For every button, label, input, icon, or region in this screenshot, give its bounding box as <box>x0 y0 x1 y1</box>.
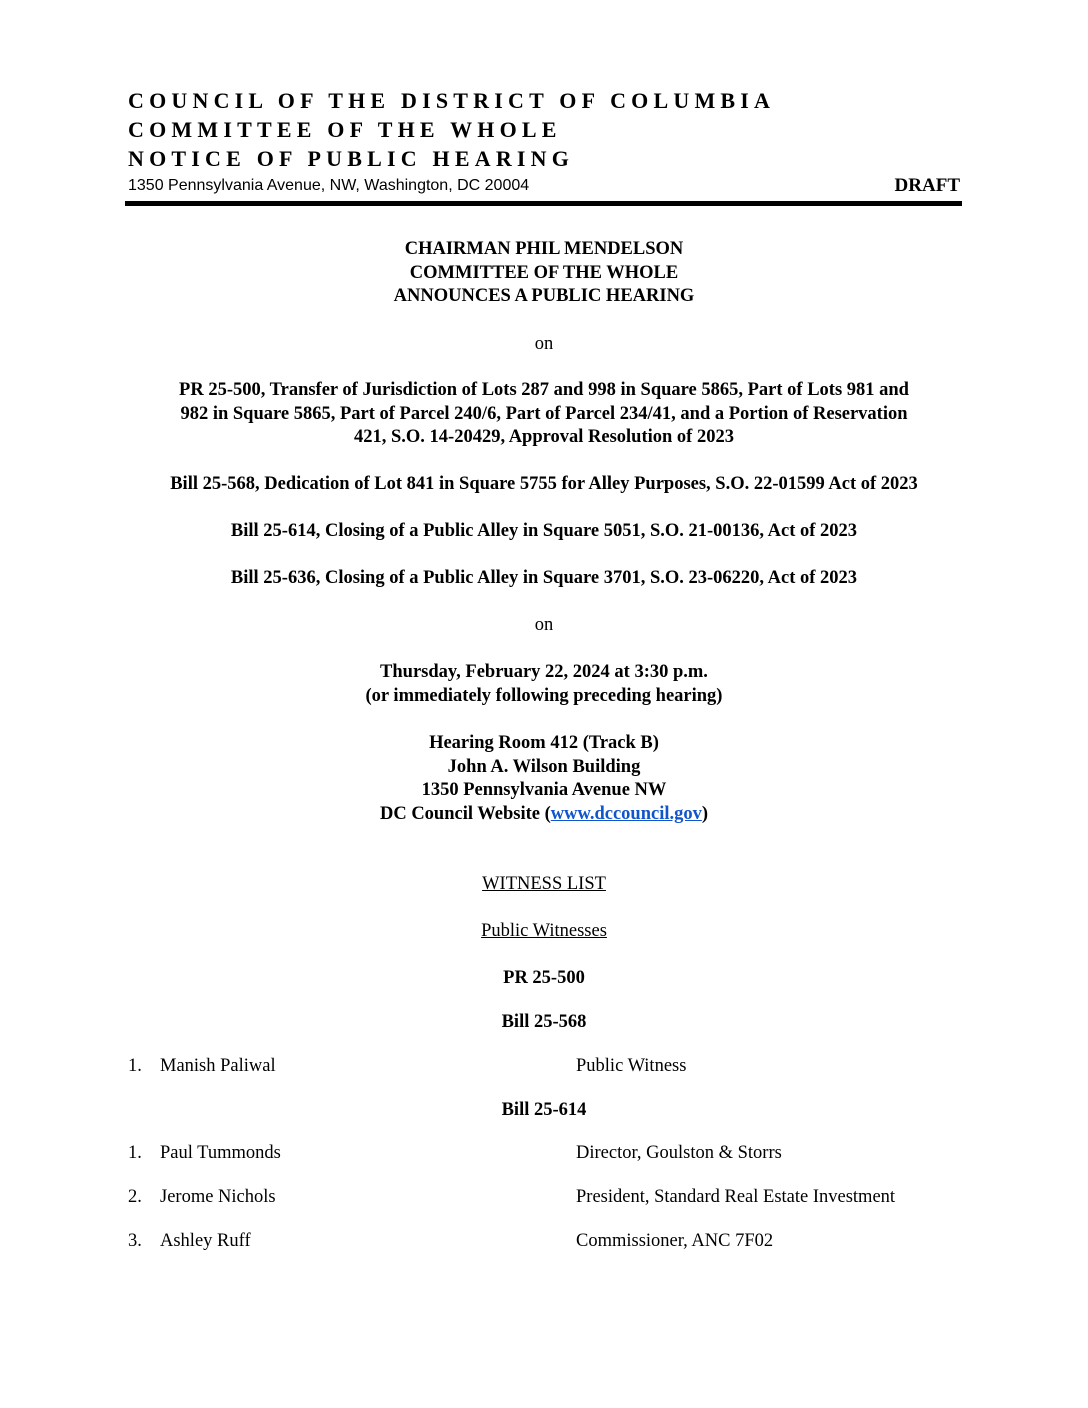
announcement-line: ANNOUNCES A PUBLIC HEARING <box>393 286 695 306</box>
witness-role: Director, Goulston & Storrs <box>576 1143 782 1163</box>
witness-list-title: WITNESS LIST <box>482 874 606 894</box>
measure-line: PR 25-500, Transfer of Jurisdiction of Lots 287 and 998 in Square 5865, Part of Lots 981 and <box>179 380 909 400</box>
header-rule <box>125 201 962 206</box>
hearing-date-note: (or immediately following preceding hearing) <box>365 685 723 706</box>
location-address: 1350 Pennsylvania Avenue NW <box>421 780 667 800</box>
website-suffix: ) <box>701 803 709 824</box>
witness-name: Ashley Ruff <box>160 1231 251 1251</box>
measure-bill-25-636: Bill 25-636, Closing of a Public Alley in Square 3701, S.O. 23-06220, Act of 2023 <box>230 568 858 588</box>
section-heading-pr-25-500: PR 25-500 <box>503 968 585 988</box>
on-label: on <box>534 334 554 354</box>
location-room: Hearing Room 412 (Track B) <box>429 733 659 753</box>
measure-bill-25-568: Bill 25-568, Dedication of Lot 841 in Square 5755 for Alley Purposes, S.O. 22-01599 Act of 2023 <box>170 474 918 494</box>
witness-number: 2. <box>128 1187 142 1207</box>
witness-role: Commissioner, ANC 7F02 <box>576 1231 774 1251</box>
measure-bill-25-614: Bill 25-614, Closing of a Public Alley in Square 5051, S.O. 21-00136, Act of 2023 <box>230 521 858 541</box>
hearing-location <box>100 732 988 826</box>
measure-pr-25-500 <box>100 379 988 450</box>
letterhead-council: COUNCIL OF THE DISTRICT OF COLUMBIA <box>128 88 776 113</box>
witness-number: 3. <box>128 1231 142 1251</box>
witness-role: Public Witness <box>576 1056 687 1076</box>
section-heading-bill-25-614: Bill 25-614 <box>501 1100 587 1120</box>
website-prefix: DC Council Website ( <box>379 803 551 824</box>
measure-line: 982 in Square 5865, Part of Parcel 240/6, Part of Parcel 234/41, and a Portion of Reservation <box>180 403 908 424</box>
letterhead-address: 1350 Pennsylvania Avenue, NW, Washington, DC 20004 <box>128 177 530 194</box>
announcement-line: COMMITTEE OF THE WHOLE <box>409 262 679 283</box>
measure-line: 421, S.O. 14-20429, Approval Resolution of 2023 <box>354 427 734 447</box>
witness-name: Manish Paliwal <box>160 1056 276 1076</box>
website-link[interactable]: www.dccouncil.gov <box>550 803 702 824</box>
witness-number: 1. <box>128 1056 142 1076</box>
location-building: John A. Wilson Building <box>447 756 641 777</box>
hearing-datetime <box>100 661 988 708</box>
section-heading-bill-25-568: Bill 25-568 <box>501 1012 587 1032</box>
witness-name: Paul Tummonds <box>160 1143 281 1163</box>
public-witnesses-subtitle: Public Witnesses <box>481 921 607 941</box>
witness-number: 1. <box>128 1143 142 1163</box>
witness-role: President, Standard Real Estate Investment <box>576 1187 896 1207</box>
witness-name: Jerome Nichols <box>160 1187 276 1207</box>
announcement-line: CHAIRMAN PHIL MENDELSON <box>404 239 684 259</box>
on-label: on <box>534 615 554 635</box>
website-line <box>100 803 988 827</box>
draft-label: DRAFT <box>894 175 960 196</box>
letterhead-committee: COMMITTEE OF THE WHOLE <box>128 117 562 142</box>
letterhead-notice: NOTICE OF PUBLIC HEARING <box>128 146 575 171</box>
announcement-block <box>100 238 988 309</box>
hearing-date: Thursday, February 22, 2024 at 3:30 p.m. <box>380 662 708 682</box>
